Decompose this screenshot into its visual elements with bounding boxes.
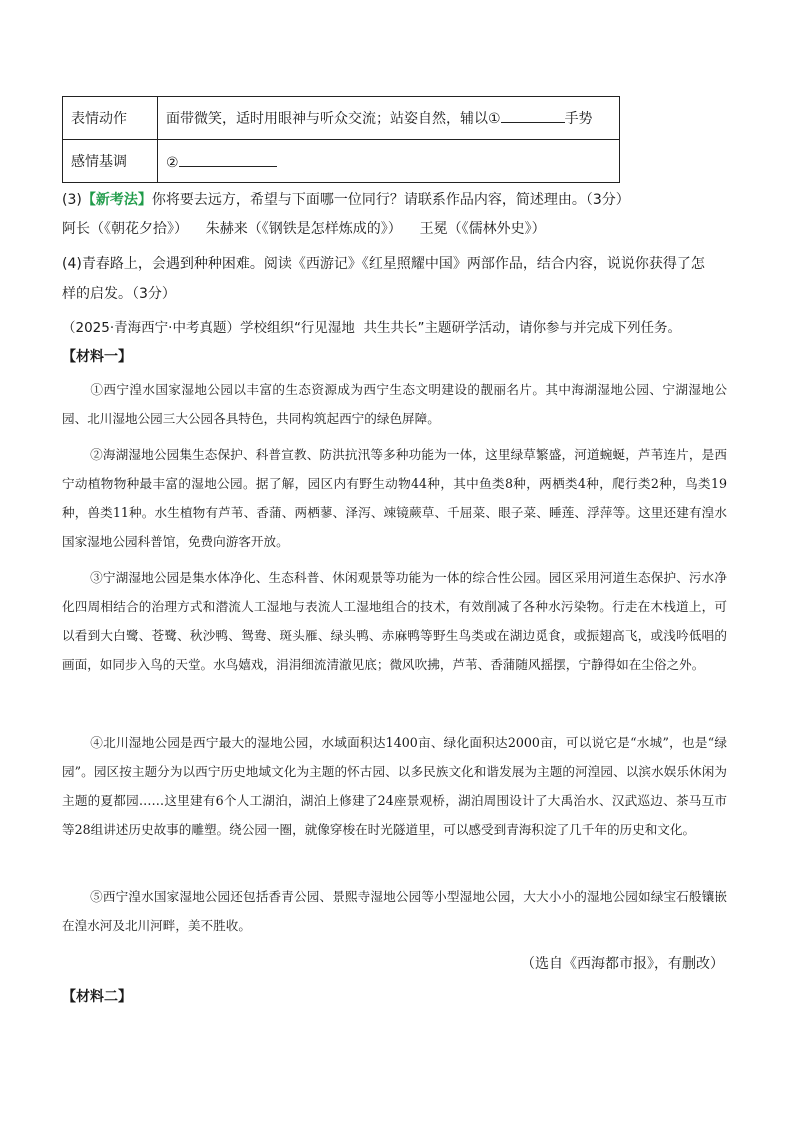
question-text: 你将要去远方，希望与下面哪一位同行？请联系作品内容，简述理由。（3分） (151, 192, 630, 208)
question-3-options: 阿长（《朝花夕拾》） 朱赫来（《钢铁是怎样炼成的》） 王冕（《儒林外史》） (62, 221, 546, 237)
question-4-line1: (4)青春路上，会遇到种种困难。阅读《西游记》《红星照耀中国》两部作品，结合内容，说说你获得了怎 (62, 256, 705, 272)
question-3 (62, 190, 630, 210)
speech-table (62, 96, 620, 183)
table-row (63, 97, 620, 140)
paragraph-1: ①西宁湟水国家湿地公园以丰富的生态资源成为西宁生态文明建设的靓丽名片。其中海湖湿地公园、宁湖湿地公园、北川湿地公园三大公园各具特色，共同构筑起西宁的绿色屏障。 (62, 382, 727, 426)
paragraph-4: ④北川湿地公园是西宁最大的湿地公园，水域面积达1400亩、绿化面积达2000亩，可以说它是“水城”，也是“绿园”。园区按主题分为以西宁历史地域文化为主题的怀古园、以多民族文化和谐发展为主题的河湟园、以滨水娱乐休闲为主题的夏都园……这里建有6个人工湖泊，湖泊上修建了24座景观桥，湖泊周围设计了大禹治水、汉武巡边、茶马互市等28组讲述历史故事的雕塑。绕公园一圈，就像穿梭在时光隧道里，可以感受到青海积淀了几千年的历史和文化。 (62, 735, 727, 837)
row-label-tone: 感情基调 (63, 140, 158, 183)
material-1-title: 【材料一】 (62, 349, 132, 365)
task-intro: （2025·青海西宁·中考真题）学校组织“行见湿地 共生共长”主题研学活动，请你参与并完成下列任务。 (62, 320, 682, 336)
row-suffix: 手势 (564, 111, 593, 127)
row-value-expression (158, 97, 620, 140)
source-citation: （选自《西海都市报》，有删改） (521, 956, 724, 972)
fill-blank-1[interactable] (501, 108, 565, 123)
material-2-title: 【材料二】 (62, 989, 132, 1005)
row-text: 面带微笑，适时用眼神与听众交流；站姿自然，辅以① (166, 111, 501, 127)
question-4-line2: 样的启发。（3分） (62, 286, 176, 302)
table-row (63, 140, 620, 183)
question-number: (3) (62, 192, 82, 208)
paragraph-2: ②海湖湿地公园集生态保护、科普宣教、防洪抗汛等多种功能为一体，这里绿草繁盛，河道蜿蜒，芦苇连片，是西宁动植物物种最丰富的湿地公园。据了解，园区内有野生动物44种，其中鱼类8种，两栖类4种，爬行类2种，鸟类19种，兽类11种。水生植物有芦苇、香蒲、两栖蓼、泽泻、竦镜蕨草、千屈菜、眼子菜、睡莲、浮萍等。这里还建有湟水国家湿地公园科普馆，免费向游客开放。 (62, 447, 727, 549)
paragraph-5: ⑤西宁湟水国家湿地公园还包括香青公园、景熙寺湿地公园等小型湿地公园，大大小小的湿地公园如绿宝石般镶嵌在湟水河及北川河畔，美不胜收。 (62, 889, 727, 933)
new-method-tag: 【新考法】 (81, 192, 152, 208)
paragraph-3: ③宁湖湿地公园是集水体净化、生态科普、休闲观景等功能为一体的综合性公园。园区采用河道生态保护、污水净化四周相结合的治理方式和潜流人工湿地与表流人工湿地组合的技术，有效削减了各种水污染物。行走在木栈道上，可以看到大白鹭、苍鹭、秋沙鸭、鸳鸯、斑头雁、绿头鸭、赤麻鸭等野生鸟类或在湖边觅食，或振翅高飞，或浅吟低唱的画面，如同步入鸟的天堂。水鸟嬉戏，涓涓细流清澈见底；微风吹拂，芦苇、香蒲随风摇摆，宁静得如在尘俗之外。 (62, 570, 727, 672)
row-text: ② (166, 154, 179, 171)
fill-blank-2[interactable] (179, 152, 277, 167)
row-label-expression: 表情动作 (63, 97, 158, 140)
row-value-tone (158, 140, 620, 183)
